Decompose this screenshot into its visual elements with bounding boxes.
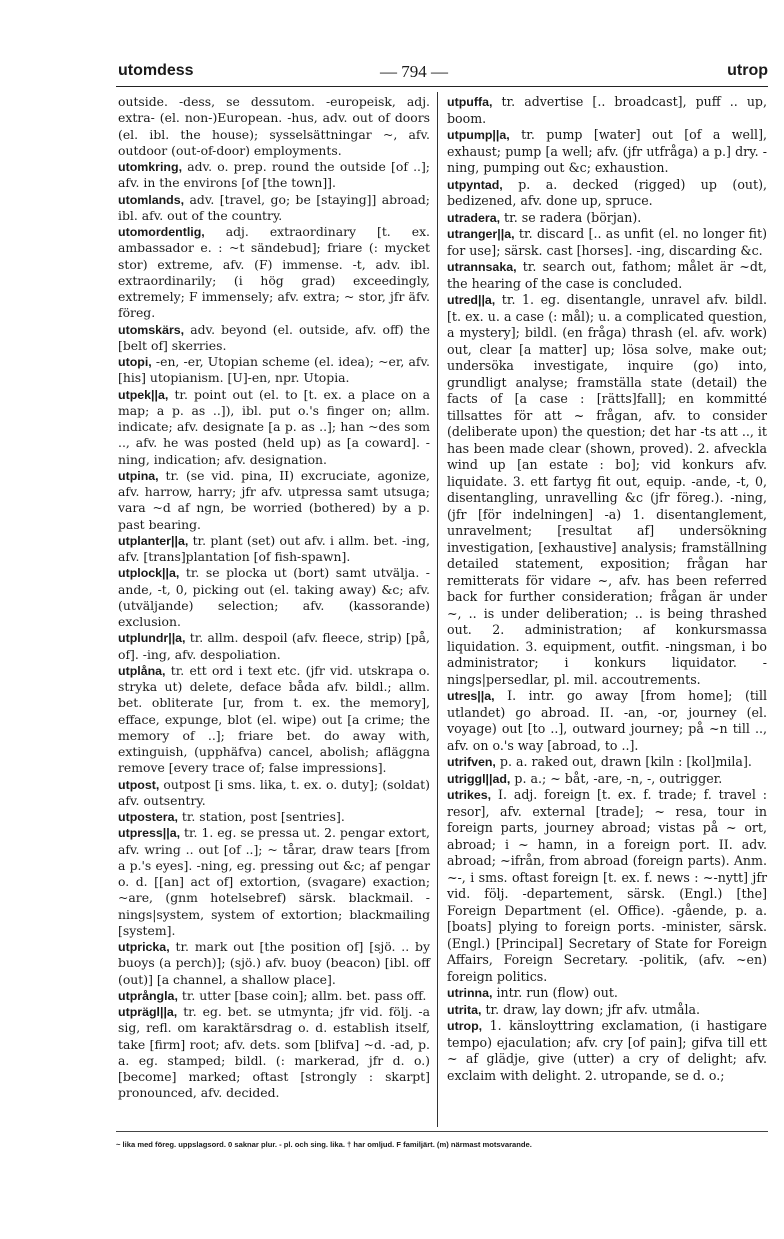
entry-definition: tr. eg. bet. se utmynta; jfr vid. följ. -a sig, refl. om karaktärsdrag o. d. establish itself, take [firm] root; afv. dets. som [blifva] ~d. -ad, p. a. eg. stamped; bildl. (: markerad, jfr d. o.) [become] marked; oftast [strongly : skarpt] pronounced, afv. decided. (118, 1004, 430, 1101)
entry-definition: adv. o. prep. round the outside [of ..]; afv. in the environs [of [the town]]. (118, 159, 430, 191)
dictionary-entry (447, 985, 767, 1002)
entry-definition: -en, -er, Utopian scheme (el. idea); ~er, afv. [his] utopianism. [U]-en, npr. Utopia. (118, 354, 430, 386)
abbreviation-legend: ~ lika med föreg. uppslagsord. 0 saknar plur. - pl. och sing. lika. † har omljud. F familjärt. (m) närmast motsvarande. (116, 1140, 532, 1149)
entry-headword: utradera, (447, 210, 501, 225)
left-guide-word: utomdess (118, 62, 194, 79)
page-number: — 794 — (380, 62, 448, 81)
entry-headword: utomlands, (118, 192, 185, 207)
entry-headword: utpost, (118, 777, 160, 792)
entry-headword: utrifven, (447, 755, 496, 769)
entry-definition: I. intr. go away [from home]; (till utlandet) go abroad. II. -an, -or, journey (el. voyage) out [to ..], outward journey; på ~n till .., afv. on o.'s way [abroad, to ..]. (447, 688, 768, 753)
entry-definition: p. a. raked out, drawn [kiln : [kol]mila]. (499, 754, 752, 769)
dictionary-entry (118, 387, 430, 468)
entry-headword: utprångla, (118, 988, 178, 1003)
dictionary-entry (447, 688, 767, 754)
entry-definition: tr. se plocka ut (bort) samt utvälja. -ande, -t, 0, picking out (el. taking away) &c; afv. (utväljande) selection; afv. (kassorande) exclusion. (118, 565, 430, 629)
entry-definition: tr. 1. eg. disentangle, unravel afv. bildl. [t. ex. u. a case (: mål); u. a complicated question, a mystery]; bildl. (en fråga) thrash (el. afv. work) out, clear [a matter] up; lösa solve, make out; undersöka investigate, inquire (go) into, grundligt analyse; framställa state (detail) the facts of [a case : [rätts]fall]; en kommitté tillsattes för att ~ frågan, afv. to consider (deliberate upon) the question; det har -ts att .., it has been made clear (shown, proved). 2. afveckla wind up [an estate : bo]; vid konkurs afv. liquidate. 3. ett fartyg fit out, equip. -ande, -t, 0, disentangling, unravelling &c (jfr föreg.). -ning, (jfr [för indelningen] -a) 1. disentanglement, unravelment; [resultat af] undersökning investigation, [exhaustive] analysis; framställning detailed statement, exposition; frågan har remitterats för vidare ~, afv. has been referred back for further consideration; frågan är under ~, .. is under deliberation; .. is being thrashed out. 2. administration; af konkursmassa liquidation. 3. equipment, outfit. -ningsman, i bo administrator; i konkurs liquidator. -nings|persedlar, pl. mil. accoutrements. (447, 292, 767, 687)
dictionary-entry (447, 771, 767, 788)
entry-headword: utpek||a, (118, 387, 169, 402)
entry-definition: tr. allm. despoil (afv. fleece, strip) [på, of]. -ing, afv. despoliation. (118, 630, 430, 662)
entry-definition: tr. (se vid. pina, II) excruciate, agonize, afv. harrow, harry; jfr afv. utpressa samt utsuga; vara ~d af ngn, be worried (bothered) by a p. past bearing. (118, 467, 430, 532)
entry-headword: utprägl||a, (118, 1005, 178, 1019)
dictionary-entry (118, 988, 430, 1004)
dictionary-entry (118, 939, 430, 988)
dictionary-entry (118, 192, 430, 225)
dictionary-entry (447, 754, 767, 771)
entry-headword: utplanter||a, (118, 533, 189, 548)
entry-headword: utpuffa, (447, 95, 493, 109)
dictionary-entry (447, 787, 767, 985)
entry-definition: p. a.; ~ båt, -are, -n, -, outrigger. (514, 770, 723, 786)
dictionary-entry (447, 210, 767, 227)
dictionary-entry (118, 159, 430, 192)
dictionary-entry (447, 1018, 767, 1084)
dictionary-entry (447, 94, 767, 127)
entry-headword: utpress||a, (118, 826, 181, 841)
entry-headword: utpyntad, (447, 177, 503, 192)
entry-headword: utrinna, (447, 986, 493, 1000)
entry-definition: 1. känsloyttring exclamation, (i hastigare tempo) ejaculation; afv. cry [of pain]; gifva till ett ~ af glädje, give (utter) a cry of delight; afv. exclaim with delight. 2. utropande, se d. o.; (447, 1018, 767, 1083)
dictionary-entry (447, 127, 767, 177)
dictionary-entry (118, 630, 430, 663)
entry-headword: utplundr||a, (118, 631, 186, 646)
entry-headword: utpina, (118, 468, 159, 483)
header-rule (116, 86, 768, 87)
entry-definition: tr. station, post [sentries]. (181, 809, 345, 824)
right-guide-word: utrop (727, 62, 768, 79)
left-column (118, 94, 430, 1102)
dictionary-entry (447, 226, 767, 259)
entry-definition: tr. 1. eg. se pressa ut. 2. pengar extort, afv. wring .. out [of ..]; ~ tårar, draw tears [from a p.'s eyes]. -ning, eg. pressing out &c; af pengar o. d. [[an] act of] extortion, (svagare) exaction; ~are, (gnm hotelsebref) särsk. blackmail. -nings|system, system of extortion; blackmailing [system]. (118, 825, 430, 938)
entry-definition: tr. point out (el. to [t. ex. a place on a map; a p. as ..]), ibl. put o.'s finger on; allm. indicate; afv. designate [a p. as ..]; han ~des som .., afv. he was posted (held up) as [a coward]. -ning, indication; afv. designation. (118, 386, 430, 467)
entry-headword: utomskärs, (118, 322, 185, 337)
entry-definition: adv. [travel, go; be [staying]] abroad; ibl. afv. out of the country. (118, 191, 430, 223)
dictionary-entry (118, 1004, 430, 1102)
entry-definition: adj. extraordinary [t. ex. ambassador e. : ~t sändebud]; friare (: mycket stor) extreme, afv. (F) immense. -t, adv. ibl. extraordinarily; (i hög grad) exceedingly, extremely; F immensely; afv. extra; ~ stor, jfr äfv. föreg. (118, 224, 430, 321)
entry-definition: tr. advertise [.. broadcast], puff .. up, boom. (447, 94, 767, 126)
entry-definition: outpost [i sms. lika, t. ex. o. duty]; (soldat) afv. outsentry. (118, 776, 430, 808)
entry-headword: utplock||a, (118, 566, 180, 581)
entry-headword: utrita, (447, 1002, 482, 1017)
entry-headword: utred||a, (447, 293, 496, 307)
dictionary-entry (118, 468, 430, 533)
dictionary-entry (118, 809, 430, 825)
entry-headword: utrikes, (447, 788, 492, 802)
entry-headword: utomordentlig, (118, 225, 205, 239)
dictionary-entry (447, 1002, 767, 1019)
dictionary-entry (118, 224, 430, 322)
entry-definition: tr. se radera (början). (504, 209, 642, 225)
dictionary-entry (118, 825, 430, 939)
entry-definition: adv. beyond (el. outside, afv. off) the [belt of] skerries. (118, 321, 430, 353)
entry-definition: tr. utter [base coin]; allm. bet. pass off. (181, 987, 427, 1003)
entry-definition: I. adj. foreign [t. ex. f. trade; f. travel : resor], afv. external [trade]; ~ resa, tour in foreign parts, journey abroad; vistas på ~ ort, abroad; i ~ hamn, in a foreign port. II. adv. abroad; ~ifrån, from abroad (foreign parts). Anm. ~-, i sms. oftast foreign [t. ex. f. news : ~-nytt] jfr vid. följ. -departement, särsk. (Engl.) [the] Foreign Department (el. Office). -gående, p. a. [boats] plying to foreign ports. -minister, särsk. (Engl.) [Principal] Secretary of State for Foreign Affairs, Foreign Secretary. -politik, (afv. ~en) foreign politics. (447, 787, 767, 984)
right-column (447, 94, 767, 1084)
dictionary-entry (118, 777, 430, 810)
entry-definition: tr. mark out [the position of] [sjö. .. by buoys (a perch)]; (sjö.) afv. buoy (beacon) [ibl. off (out)] [a channel, a shallow place]. (118, 939, 430, 987)
column-divider (437, 92, 438, 1127)
dictionary-entry (118, 663, 430, 777)
footer-rule (116, 1131, 768, 1132)
entry-headword: utplåna, (118, 663, 166, 678)
dictionary-entry (118, 533, 430, 566)
entry-definition: tr. ett ord i text etc. (jfr vid. utskrapa o. stryka ut) delete, deface båda afv. bildl.; allm. bet. obliterate [ur, from t. ex. the memory], efface, expunge, blot (el. wipe) out [a crime; the memory of ..]; friare bet. do away with, extinguish, (upphäfva) cancel, abolish; afläggna remove [every trace of; false impressions]. (118, 662, 430, 776)
entry-definition: tr. draw, lay down; jfr afv. utmåla. (485, 1001, 701, 1017)
entry-headword: utomkring, (118, 160, 183, 174)
dictionary-entry (447, 259, 767, 292)
entry-headword: utrop, (447, 1019, 483, 1033)
entry-headword: utpricka, (118, 940, 170, 954)
dictionary-entry (447, 292, 767, 688)
entry-headword: utres||a, (447, 689, 495, 703)
entry-headword: utranger||a, (447, 227, 515, 241)
entry-definition: tr. discard [.. as unfit (el. no longer fit) for use]; särsk. cast [horses]. -ing, discarding &c. (447, 226, 767, 258)
dictionary-entry (118, 565, 430, 630)
entry-definition: tr. plant (set) out afv. i allm. bet. -ing, afv. [trans]plantation [of fish-spawn]. (118, 532, 430, 564)
entry-headword: utpump||a, (447, 128, 510, 142)
entry-definition: p. a. decked (rigged) up (out), bedizened, afv. done up, spruce. (447, 176, 767, 208)
entry-definition: outside. -dess, se dessutom. -europeisk, adj. extra- (el. non-)European. -hus, adv. out of doors (el. ibl. the house); sysselsättningar ~, afv. outdoor (out-of-door) employments. (118, 94, 430, 158)
page-header (118, 62, 768, 84)
dictionary-entry (118, 354, 430, 387)
entry-headword: utriggl||ad, (447, 771, 511, 786)
entry-headword: utrannsaka, (447, 260, 517, 274)
entry-definition: tr. pump [water] out [of a well], exhaust; pump [a well; afv. (jfr utfråga) a p.] dry. -ning, pumping out &c; exhaustion. (447, 127, 767, 175)
dictionary-entry (118, 322, 430, 355)
entry-definition: intr. run (flow) out. (496, 985, 618, 1000)
entry-headword: utopi, (118, 355, 152, 369)
dictionary-entry (118, 94, 430, 159)
dictionary-entry (447, 177, 767, 210)
entry-definition: tr. search out, fathom; målet är ~dt, the hearing of the case is concluded. (447, 259, 767, 291)
entry-headword: utpostera, (118, 810, 178, 824)
